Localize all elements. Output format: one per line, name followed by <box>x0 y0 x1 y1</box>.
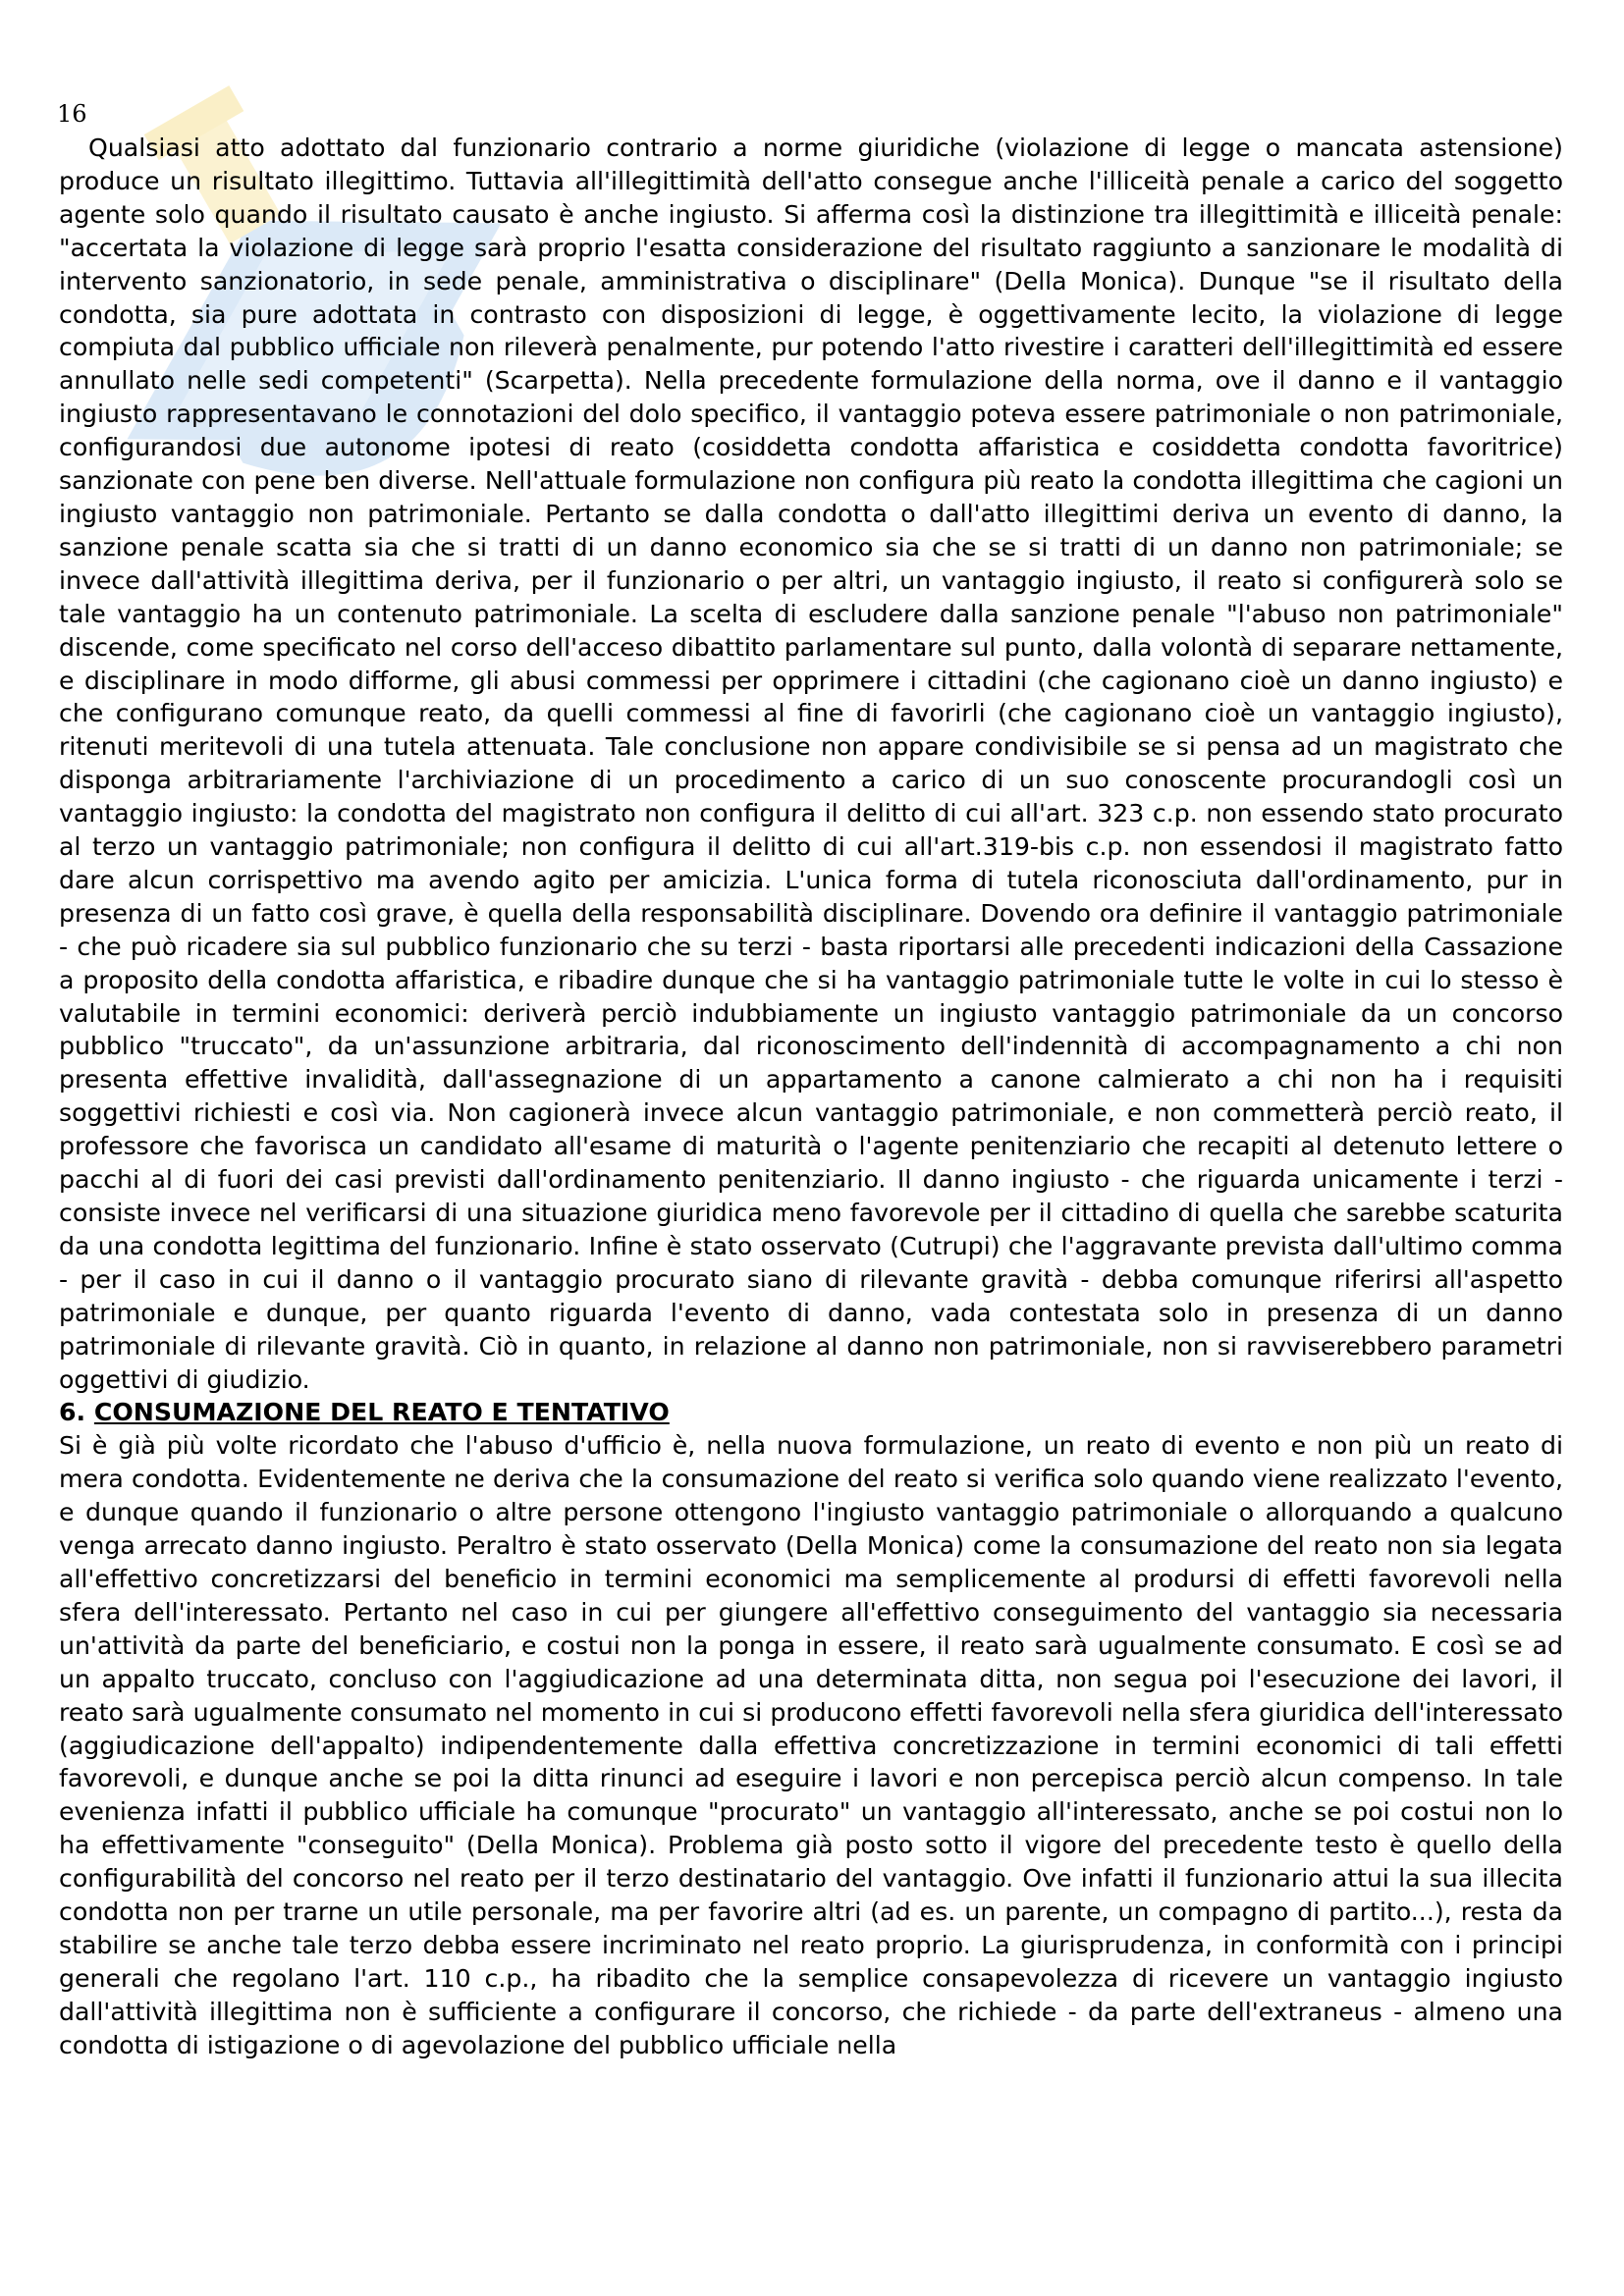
section-number: 6. <box>59 1398 86 1427</box>
body-paragraph: Qualsiasi atto adottato dal funzionario contrario a norme giuridiche (violazione di legge o mancata astensione) produce un risultato illegittimo. Tuttavia all'illegittimità dell'atto consegue anche l'illiceità penale a carico del soggetto agente solo quando il risultato causato è anche ingiusto. Si afferma così la distinzione tra illegittimità e illiceità penale: "accertata la violazione di legge sarà proprio l'esatta considerazione del risultato raggiunto a sanzionare le modalità di intervento sanzionatorio, in sede penale, amministrativa o disciplinare" (Della Monica). Dunque "se il risultato della condotta, sia pure adottata in contrasto con disposizioni di legge, è oggettivamente lecito, la violazione di legge compiuta dal pubblico ufficiale non rileverà penalmente, pur potendo l'atto rivestire i caratteri dell'illegittimità ed essere annullato nelle sedi competenti" (Scarpetta). Nella precedente formulazione della norma, ove il danno e il vantaggio ingiusto rappresentavano le connotazioni del dolo specifico, il vantaggio poteva essere patrimoniale o non patrimoniale, configurandosi due autonome ipotesi di reato (cosiddetta condotta affaristica e cosiddetta condotta favoritrice) sanzionate con pene ben diverse. Nell'attuale formulazione non configura più reato la condotta illegittima che cagioni un ingiusto vantaggio non patrimoniale. Pertanto se dalla condotta o dall'atto illegittimi deriva un evento di danno, la sanzione penale scatta sia che si tratti di un danno economico sia che se si tratti di un danno non patrimoniale; se invece dall'attività illegittima deriva, per il funzionario o per altri, un vantaggio ingiusto, il reato si configurerà solo se tale vantaggio ha un contenuto patrimoniale. La scelta di escludere dalla sanzione penale "l'abuso non patrimoniale" discende, come specificato nel corso dell'acceso dibattito parlamentare sul punto, dalla volontà di separare nettamente, e disciplinare in modo difforme, gli abusi commessi per opprimere i cittadini (che cagionano cioè un danno ingiusto) e che configurano comunque reato, da quelli commessi al fine di favorirli (che cagionano cioè un vantaggio ingiusto), ritenuti meritevoli di una tutela attenuata. Tale conclusione non appare condivisibile se si pensa ad un magistrato che disponga arbitrariamente l'archiviazione di un procedimento a carico di un suo conoscente procurandogli così un vantaggio ingiusto: la condotta del magistrato non configura il delitto di cui all'art. 323 c.p. non essendo stato procurato al terzo un vantaggio patrimoniale; non configura il delitto di cui all'art.319-bis c.p. non essendosi il magistrato fatto dare alcun corrispettivo ma avendo agito per amicizia. L'unica forma di tutela riconosciuta dall'ordinamento, pur in presenza di un fatto così grave, è quella della responsabilità disciplinare. Dovendo ora definire il vantaggio patrimoniale - che può ricadere sia sul pubblico funzionario che su terzi - basta riportarsi alle precedenti indicazioni della Cassazione a proposito della condotta affaristica, e ribadire dunque che si ha vantaggio patrimoniale tutte le volte in cui lo stesso è valutabile in termini economici: deriverà perciò indubbiamente un ingiusto vantaggio patrimoniale da un concorso pubblico "truccato", da un'assunzione arbitraria, dal riconoscimento dell'indennità di accompagnamento a chi non presenta effettive invalidità, dall'assegnazione di un appartamento a canone calmierato a chi non ha i requisiti soggettivi richiesti e così via. Non cagionerà invece alcun vantaggio patrimoniale, e non commetterà perciò reato, il professore che favorisca un candidato all'esame di maturità o l'agente penitenziario che recapiti al detenuto lettere o pacchi al di fuori dei casi previsti dall'ordinamento penitenziario. Il danno ingiusto - che riguarda unicamente i terzi - consiste invece nel verificarsi di una situazione giuridica meno favorevole per il cittadino di quella che sarebbe scaturita da una condotta legittima del funzionario. Infine è stato osservato (Cutrupi) che l'aggravante prevista dall'ultimo comma - per il caso in cui il danno o il vantaggio procurato siano di rilevante gravità - debba comunque riferirsi all'aspetto patrimoniale e dunque, per quanto riguarda l'evento di danno, vada contestata solo in presenza di un danno patrimoniale di rilevante gravità. Ciò in quanto, in relazione al danno non patrimoniale, non si ravviserebbero parametri oggettivi di giudizio. <box>59 133 1563 1394</box>
document-body <box>59 132 1563 2062</box>
page-number: 16 <box>57 100 87 128</box>
section-heading <box>59 1396 1563 1429</box>
section-title: CONSUMAZIONE DEL REATO E TENTATIVO <box>93 1398 670 1427</box>
body-paragraph: Si è già più volte ricordato che l'abuso d'ufficio è, nella nuova formulazione, un reato di evento e non più un reato di mera condotta. Evidentemente ne deriva che la consumazione del reato si verifica solo quando viene realizzato l'evento, e dunque quando il funzionario o altre persone ottengono l'ingiusto vantaggio patrimoniale o allorquando a qualcuno venga arrecato danno ingiusto. Peraltro è stato osservato (Della Monica) come la consumazione del reato non sia legata all'effettivo concretizzarsi del beneficio in termini economici ma semplicemente al prodursi di effetti favorevoli nella sfera dell'interessato. Pertanto nel caso in cui per giungere all'effettivo conseguimento del vantaggio sia necessaria un'attività da parte del beneficiario, e costui non la ponga in essere, il reato sarà ugualmente consumato. E così se ad un appalto truccato, concluso con l'aggiudicazione ad una determinata ditta, non segua poi l'esecuzione dei lavori, il reato sarà ugualmente consumato nel momento in cui si producono effetti favorevoli nella sfera giuridica dell'interessato (aggiudicazione dell'appalto) indipendentemente dalla effettiva concretizzazione in termini economici di tali effetti favorevoli, e dunque anche se poi la ditta rinunci ad eseguire i lavori e non percepisca perciò alcun compenso. In tale evenienza infatti il pubblico ufficiale ha comunque "procurato" un vantaggio all'interessato, anche se poi costui non lo ha effettivamente "conseguito" (Della Monica). Problema già posto sotto il vigore del precedente testo è quello della configurabilità del concorso nel reato per il terzo destinatario del vantaggio. Ove infatti il funzionario attui la sua illecita condotta non per trarne un utile personale, ma per favorire altri (ad es. un parente, un compagno di partito...), resta da stabilire se anche tale terzo debba essere incriminato nel reato proprio. La giurisprudenza, in conformità con i principi generali che regolano l'art. 110 c.p., ha ribadito che la semplice consapevolezza di ricevere un vantaggio ingiusto dall'attività illegittima non è sufficiente a configurare il concorso, che richiede - da parte dell'extraneus - almeno una condotta di istigazione o di agevolazione del pubblico ufficiale nella <box>59 1431 1563 2059</box>
